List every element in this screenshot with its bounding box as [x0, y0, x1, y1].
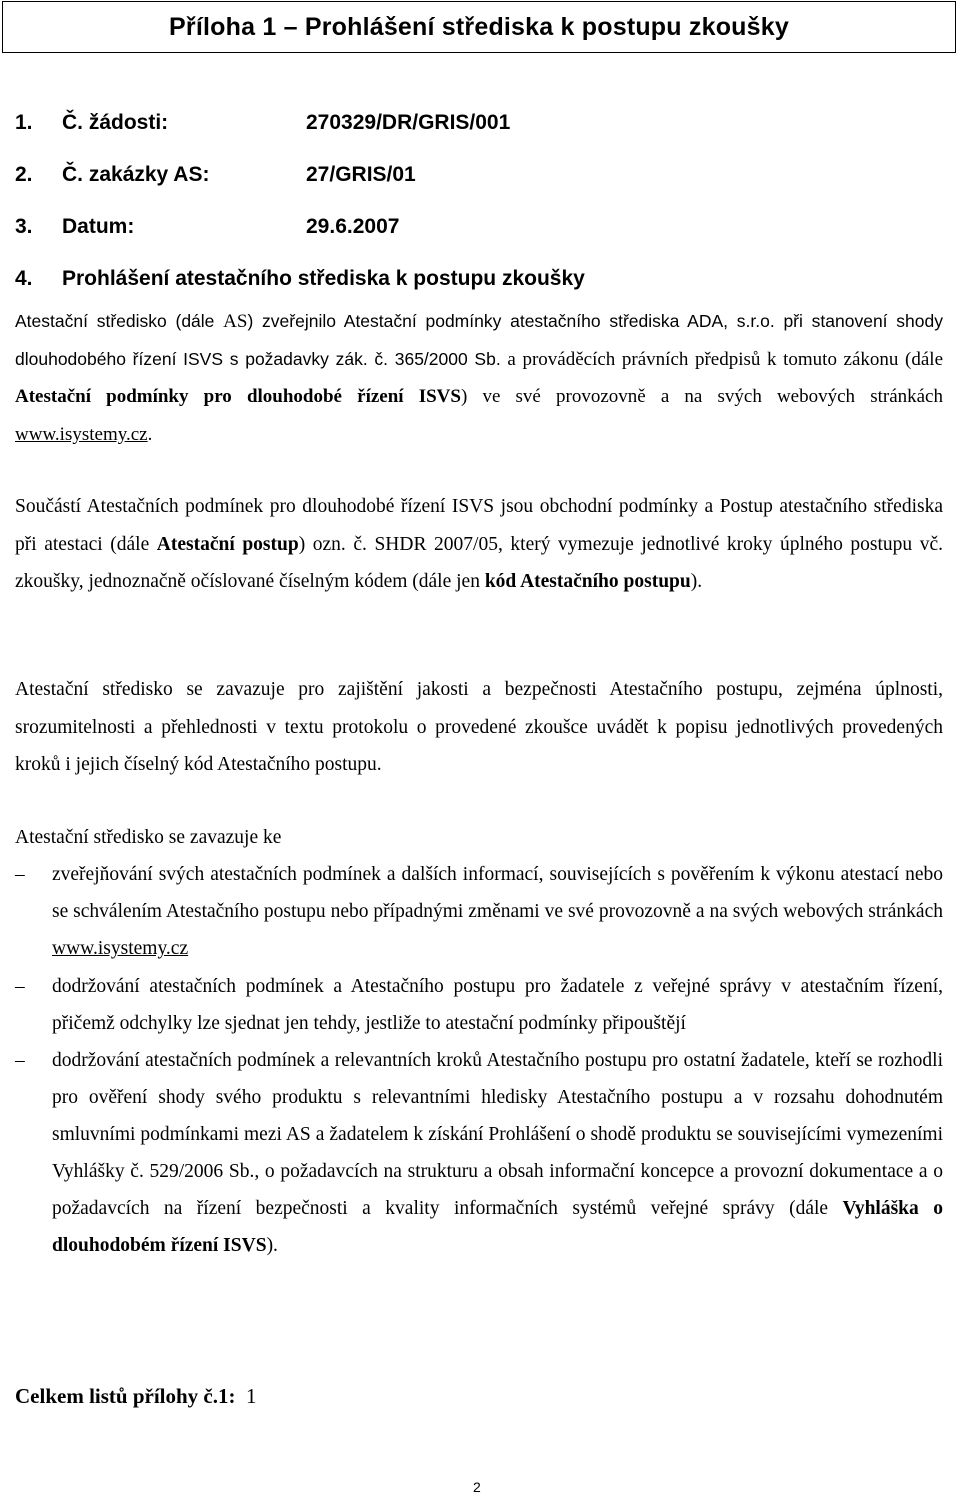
dash-bullet: –	[15, 1050, 25, 1072]
item-number: 1.	[15, 111, 33, 134]
item-label: Č. žádosti:	[62, 111, 169, 134]
item-request-number	[15, 108, 510, 138]
paragraph-commitment: Atestační středisko se zavazuje pro zajištění jakosti a bezpečnosti Atestačního postupu, zejména úplnosti, srozumitelnosti a přehlednosti v textu protokolu o provedené zkoušce uvádět k popisu jednotlivých provedených kroků i jejich číselný kód Atestačního postupu.	[15, 679, 943, 776]
sheet-count-label: Celkem listů přílohy č.1:	[15, 1384, 236, 1408]
paragraph-intro: Atestační středisko (dále AS) zveřejnilo Atestační podmínky atestačního střediska ADA, s.r.o. při stanovení shody dlouhodobého řízení ISVS s požadavky zák. č. 365/2000 Sb. a prováděcích právních předpisů k tomuto zákonu (dále Atestační podmínky pro dlouhodobé řízení ISVS) ve své provozovně a na svých webových stránkách www.isystemy.cz.	[15, 311, 943, 446]
attachment-sheet-count	[15, 1380, 943, 1412]
item-date	[15, 212, 399, 242]
list-item: – dodržování atestačních podmínek a relevantních kroků Atestačního postupu pro ostatní žadatele, kteří se rozhodli pro ověření shody svého produktu s relevantními hledisky Atestačního postupu a v rozsahu dohodnutém smluvními podmínkami mezi AS a žadatelem k získání Prohlášení o shodě produktu se souvisejícími vymezeními Vyhlášky č. 529/2006 Sb., o požadavcích na strukturu a obsah informační koncepce a provozní dokumentace a o požadavcích na řízení bezpečnosti a kvality informačních systémů veřejné správy (dále Vyhláška o dlouhodobém řízení ISVS).	[15, 1042, 943, 1264]
list-item: – dodržování atestačních podmínek a Atestačního postupu pro žadatele z veřejné správy v atestačním řízení, přičemž odchylky lze sjednat jen tehdy, jestliže to atestační podmínky připouštějí	[15, 968, 943, 1042]
list-item: – zveřejňování svých atestačních podmínek a dalších informací, souvisejících s pověřením k výkonu atestací nebo se schválením Atestačního postupu nebo případnými změnami ve své provozovně a na svých webových stránkách www.isystemy.cz	[15, 856, 943, 967]
page-number: 2	[473, 1479, 481, 1495]
page-title-box	[2, 1, 956, 53]
sheet-count-value: 1	[246, 1384, 257, 1408]
item-number: 3.	[15, 215, 33, 238]
website-link[interactable]: www.isystemy.cz	[15, 424, 148, 446]
item-number: 2.	[15, 163, 33, 186]
item-label: Datum:	[62, 215, 135, 238]
website-link[interactable]: www.isystemy.cz	[52, 938, 189, 959]
item-value: 270329/DR/GRIS/001	[306, 111, 511, 134]
dash-bullet: –	[15, 864, 25, 885]
obligations-list	[15, 856, 943, 1265]
item-order-number	[15, 160, 416, 190]
item-label: Prohlášení atestačního střediska k postupu zkoušky	[62, 267, 585, 290]
item-declaration-heading	[15, 264, 585, 294]
item-number: 4.	[15, 267, 33, 290]
item-value: 29.6.2007	[306, 215, 400, 238]
item-label: Č. zakázky AS:	[62, 163, 210, 186]
dash-bullet: –	[15, 975, 25, 997]
paragraph-obligations-intro: Atestační středisko se zavazuje ke	[15, 827, 282, 848]
paragraph-components: Součástí Atestačních podmínek pro dlouhodobé řízení ISVS jsou obchodní podmínky a Postup atestačního střediska při atestaci (dále Atestační postup) ozn. č. SHDR 2007/05, který vymezuje jednotlivé kroky úplného postupu vč. zkoušky, jednoznačně očíslované číselným kódem (dále jen kód Atestačního postupu).	[15, 496, 943, 593]
item-value: 27/GRIS/01	[306, 163, 416, 186]
page-title: Příloha 1 – Prohlášení střediska k postupu zkoušky	[169, 12, 789, 41]
